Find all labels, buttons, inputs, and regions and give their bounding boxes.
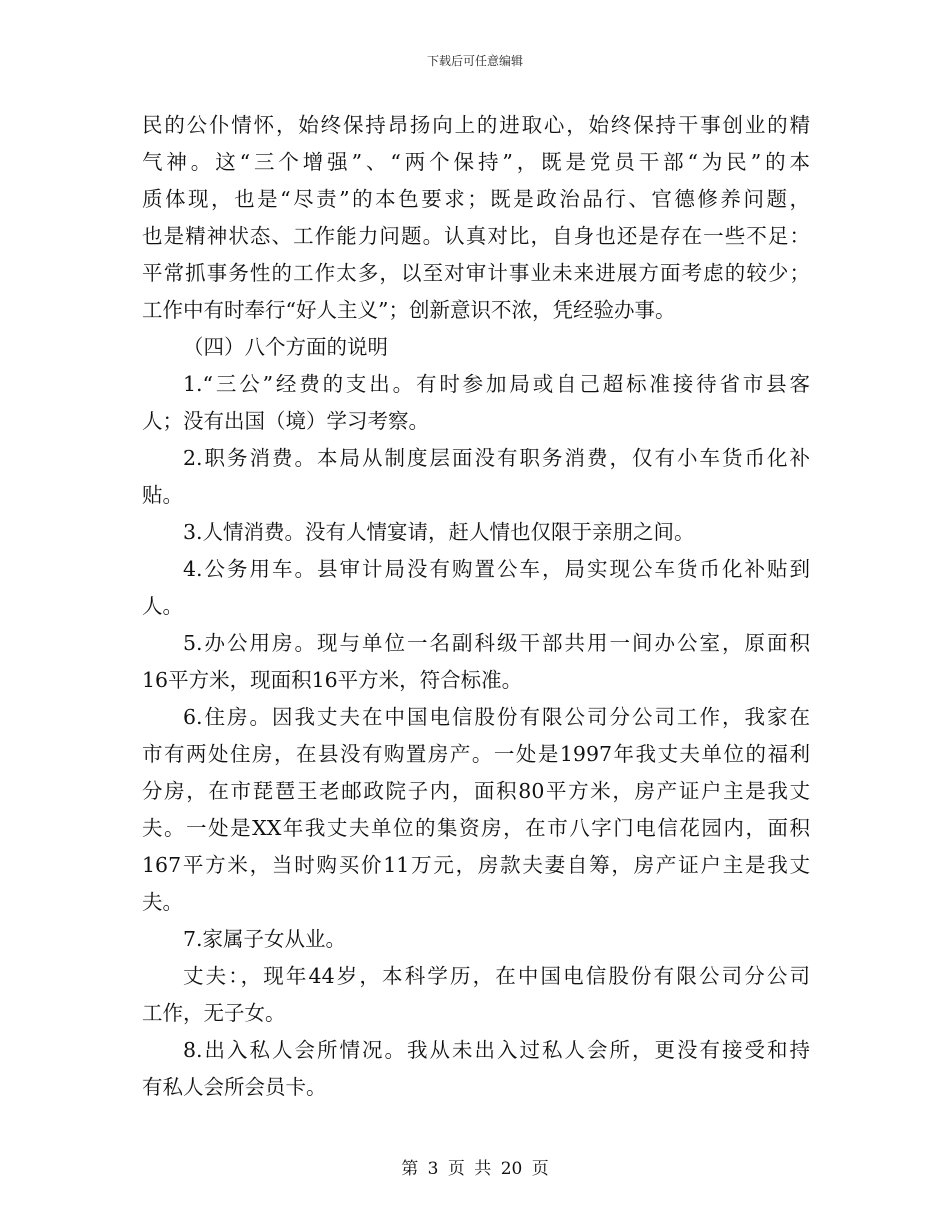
page-number: 第 3 页 共 20 页 [401,1159,549,1179]
body-line: 质体现，也是“尽责”的本色要求；既是政治品行、官德修养问题， [142,187,810,211]
body-line: 人；没有出国（境）学习考察。 [142,409,429,433]
body-line: 8.出入私人会所情况。我从未出入过私人会所，更没有接受和持 [183,1038,810,1062]
body-line: 也是精神状态、工作能力问题。认真对比，自身也还是存在一些不足： [142,224,810,248]
body-line: 夫。一处是XX年我丈夫单位的集资房，在市八字门电信花园内，面积 [142,816,810,840]
body-line: 2.职务消费。本局从制度层面没有职务消费，仅有小车货币化补 [183,446,810,470]
body-line: 人。 [142,594,183,618]
body-line: 工作中有时奉行“好人主义”；创新意识不浓，凭经验办事。 [142,298,676,322]
body-line: 夫。 [142,890,183,914]
body-line: 7.家属子女从业。 [183,927,347,951]
body-line: 丈夫：，现年44岁，本科学历，在中国电信股份有限公司分公司 [183,964,810,988]
body-line: 6.住房。因我丈夫在中国电信股份有限公司分公司工作，我家在 [183,705,810,729]
body-line: 5.办公用房。现与单位一名副科级干部共用一间办公室，原面积 [183,631,810,655]
body-line: 气神。这“三个增强”、“两个保持”，既是党员干部“为民”的本 [142,150,810,174]
body-line: 167平方米，当时购买价11万元，房款夫妻自筹，房产证户主是我丈 [142,853,810,877]
section-heading: （四）八个方面的说明 [183,335,388,359]
body-line: 贴。 [142,483,183,507]
body-line: 1.“三公”经费的支出。有时参加局或自己超标准接待省市县客 [183,372,810,396]
page-header: 下载后可任意编辑 [426,54,523,68]
body-line: 分房，在市琵琶王老邮政院子内，面积80平方米，房产证户主是我丈 [142,779,810,803]
body-line: 市有两处住房，在县没有购置房产。一处是1997年我丈夫单位的福利 [142,742,810,766]
body-line: 工作，无子女。 [142,1001,286,1025]
body-line: 有私人会所会员卡。 [142,1075,327,1099]
body-line: 民的公仆情怀，始终保持昂扬向上的进取心，始终保持干事创业的精 [142,113,810,137]
document-body [142,107,810,1106]
body-line: 4.公务用车。县审计局没有购置公车，局实现公车货币化补贴到 [183,557,810,581]
body-line: 16平方米，现面积16平方米，符合标准。 [142,668,523,692]
body-line: 3.人情消费。没有人情宴请，赶人情也仅限于亲朋之间。 [183,520,695,544]
body-line: 平常抓事务性的工作太多，以至对审计事业未来进展方面考虑的较少； [142,261,810,285]
